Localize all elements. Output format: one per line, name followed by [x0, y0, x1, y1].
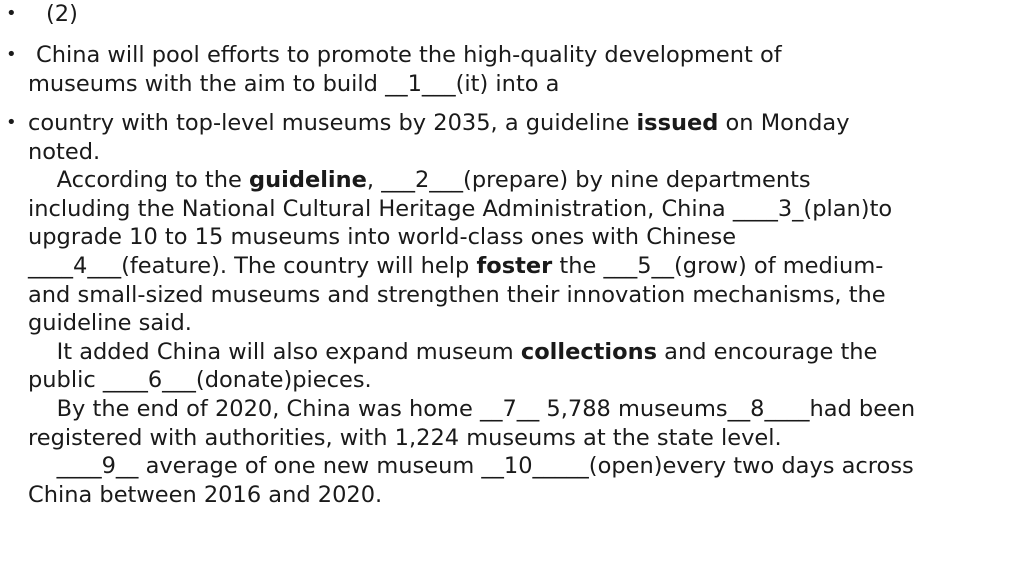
- highlight-word: foster: [476, 253, 553, 279]
- passage-line: upgrade 10 to 15 museums into world-class ones with Chinese: [28, 224, 737, 251]
- passage-line: ____4___(feature). The country will help foster the ___5__(grow) of medium-: [28, 253, 884, 279]
- bullet-text-continued: museums with the aim to build __1___(it) into a: [28, 70, 560, 97]
- passage-line: registered with authorities, with 1,224 museums at the state level.: [28, 424, 782, 451]
- bullet-icon: •: [6, 44, 17, 65]
- passage-line: guideline said.: [28, 310, 192, 337]
- bullet-icon: •: [6, 112, 17, 133]
- passage-line: By the end of 2020, China was home __7__ 5,788 museums__8____had been: [28, 396, 916, 422]
- passage-line: China between 2016 and 2020.: [28, 481, 383, 508]
- highlight-word: guideline: [249, 167, 367, 194]
- passage-line: public ____6___(donate)pieces.: [28, 367, 372, 394]
- bullet-icon: •: [6, 3, 17, 24]
- passage-line: noted.: [28, 138, 101, 165]
- passage-line: It added China will also expand museum collections and encourage the: [28, 338, 878, 365]
- passage-line: According to the guideline, ___2___(prepare) by nine departments: [28, 167, 811, 194]
- highlight-word: issued: [636, 110, 719, 136]
- passage-line: including the National Cultural Heritage Administration, China ____3_(plan)to: [28, 195, 893, 222]
- bullet-text: country with top-level museums by 2035, a guideline issued on Monday: [28, 110, 850, 136]
- bullet-text: China will pool efforts to promote the high-quality development of: [36, 42, 782, 68]
- highlight-word: collections: [520, 338, 658, 365]
- passage-line: and small-sized museums and strengthen their innovation mechanisms, the: [28, 281, 886, 308]
- bullet-text: (2): [46, 1, 78, 27]
- passage-line: ____9__ average of one new museum __10_____(open)every two days across: [28, 453, 914, 480]
